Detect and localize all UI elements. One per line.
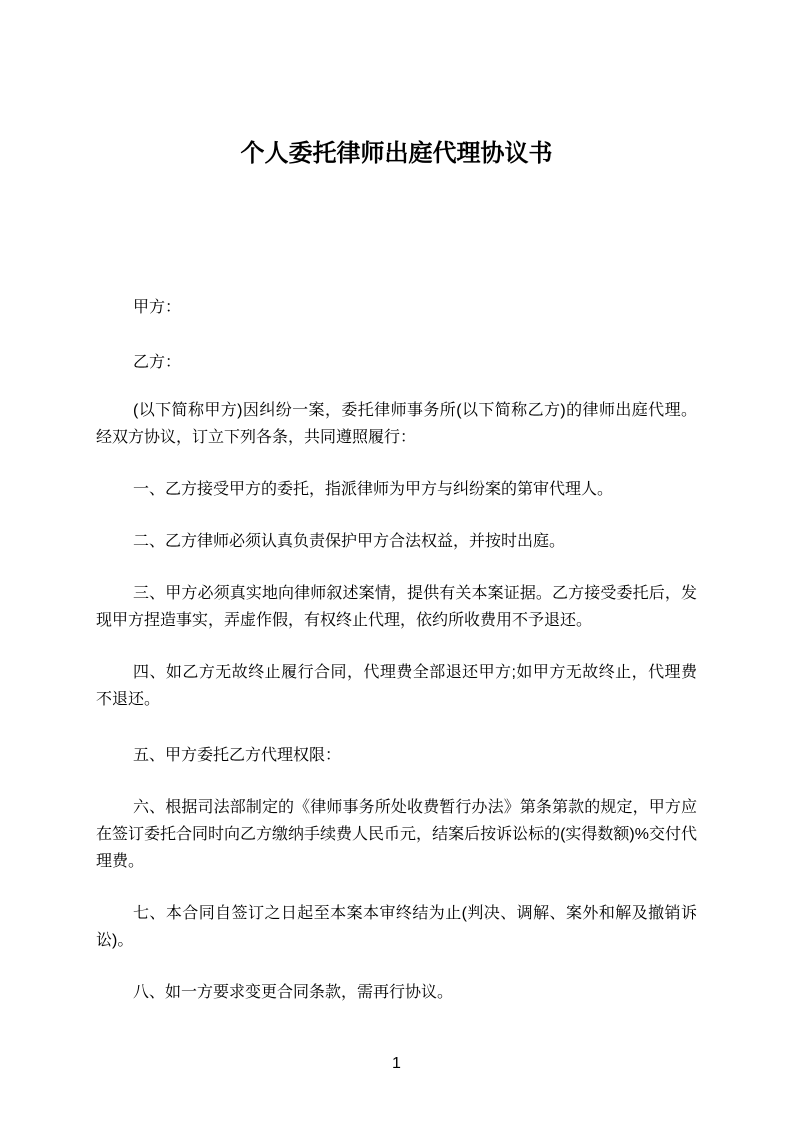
clause-paragraph-6: 六、根据司法部制定的《律师事务所处收费暂行办法》第条第款的规定，甲方应在签订委托合同时向乙方缴纳手续费人民币元，结案后按诉讼标的(实得数额)%交付代理费。 xyxy=(96,799,697,870)
document-title: 个人委托律师出庭代理协议书 xyxy=(240,140,553,167)
clause-paragraph-7: 七、本合同自签订之日起至本案本审终结为止(判决、调解、案外和解及撤销诉讼)。 xyxy=(96,905,697,949)
clause-paragraph-8: 八、如一方要求变更合同条款，需再行协议。 xyxy=(133,984,454,1001)
party-b-line: 乙方： xyxy=(133,354,182,371)
page-number: 1 xyxy=(392,1055,401,1072)
intro-paragraph: (以下简称甲方)因纠纷一案，委托律师事务所(以下简称乙方)的律师出庭代理。经双方协议，订立下列各条，共同遵照履行： xyxy=(96,402,697,446)
clause-paragraph-4: 四、如乙方无故终止履行合同，代理费全部退还甲方;如甲方无故终止，代理费不退还。 xyxy=(96,664,697,708)
clause-paragraph-3: 三、甲方必须真实地向律师叙述案情，提供有关本案证据。乙方接受委托后，发现甲方捏造事实，弄虚作假，有权终止代理，依约所收费用不予退还。 xyxy=(96,585,697,629)
clause-paragraph-1: 一、乙方接受甲方的委托，指派律师为甲方与纠纷案的第审代理人。 xyxy=(133,481,614,498)
clause-paragraph-2: 二、乙方律师必须认真负责保护甲方合法权益，并按时出庭。 xyxy=(133,533,566,550)
clause-paragraph-5: 五、甲方委托乙方代理权限： xyxy=(133,747,342,764)
party-a-line: 甲方： xyxy=(133,299,182,316)
